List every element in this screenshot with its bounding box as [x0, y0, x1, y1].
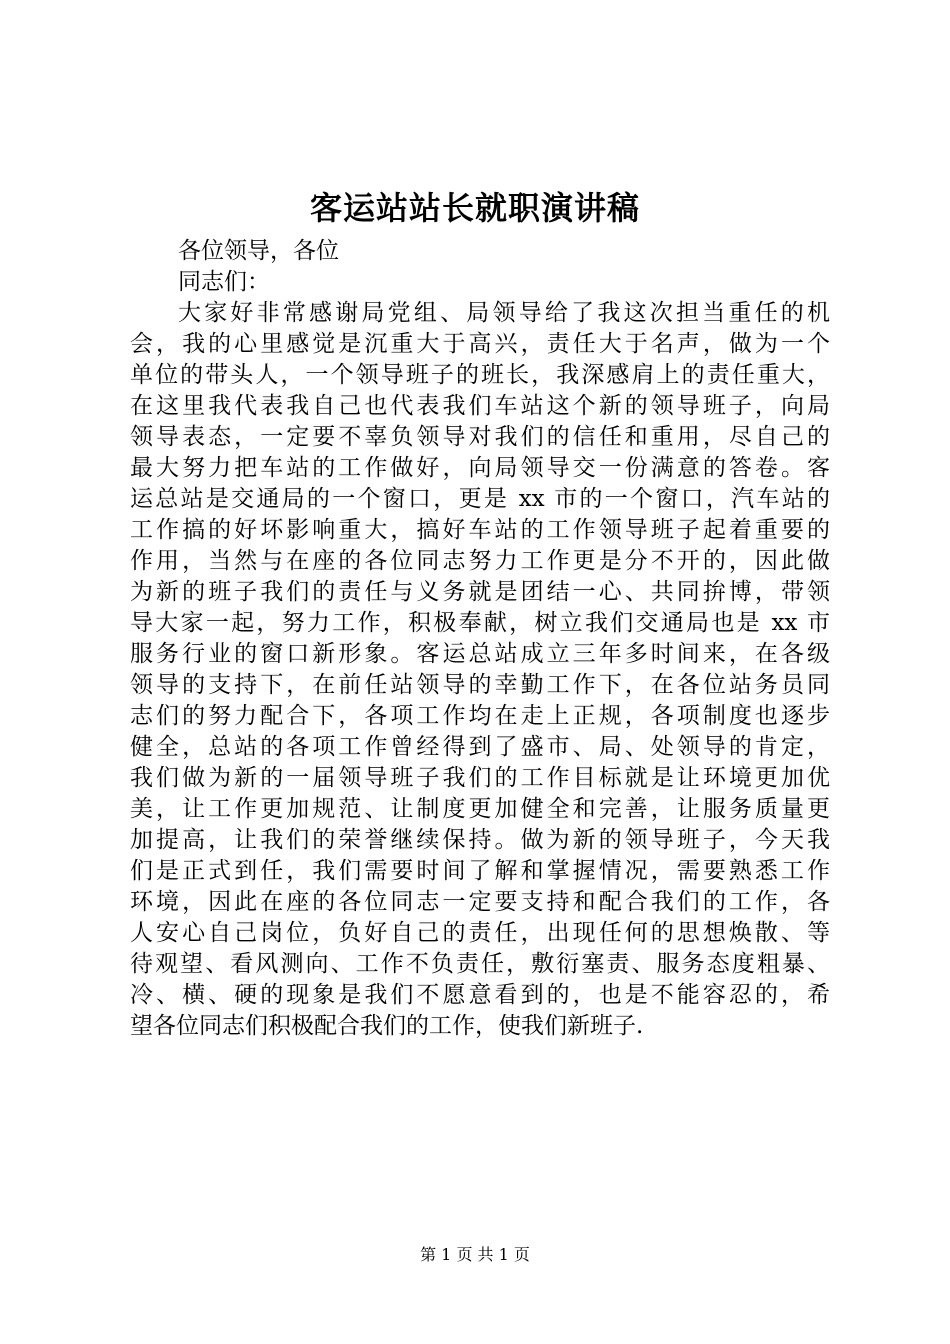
paragraph-line: 加提高，让我们的荣誉继续保持。做为新的领导班子，今天我	[130, 827, 830, 853]
salutation-line: 各位领导，各位	[178, 238, 339, 264]
salutation-line: 同志们：	[178, 269, 270, 295]
paragraph-line: 人安心自己岗位，负好自己的责任，出现任何的思想焕散、等	[130, 920, 830, 946]
paragraph-line: 服务行业的窗口新形象。客运总站成立三年多时间来，在各级	[130, 641, 830, 667]
paragraph-line: 望各位同志们积极配合我们的工作，使我们新班子.	[130, 1013, 644, 1039]
paragraph-line: 志们的努力配合下，各项工作均在走上正规，各项制度也逐步	[130, 703, 830, 729]
paragraph-line: 大家好非常感谢局党组、局领导给了我这次担当重任的机	[178, 300, 830, 326]
paragraph-line: 工作搞的好坏影响重大，搞好车站的工作领导班子起着重要的	[130, 517, 830, 543]
paragraph-line: 环境，因此在座的各位同志一定要支持和配合我们的工作，各	[130, 889, 830, 915]
paragraph-line: 运总站是交通局的一个窗口，更是 xx 市的一个窗口，汽车站的	[130, 486, 830, 512]
paragraph-line: 最大努力把车站的工作做好，向局领导交一份满意的答卷。客	[130, 455, 830, 481]
paragraph-line: 导大家一起，努力工作，积极奉献，树立我们交通局也是 xx 市	[130, 610, 830, 636]
paragraph-line: 待观望、看风测向、工作不负责任，敷衍塞责、服务态度粗暴、	[130, 951, 830, 977]
paragraph-line: 在这里我代表我自己也代表我们车站这个新的领导班子，向局	[130, 393, 830, 419]
page-number-footer: 第 1 页 共 1 页	[420, 1245, 530, 1264]
paragraph-line: 领导的支持下，在前任站领导的幸勤工作下，在各位站务员同	[130, 672, 830, 698]
paragraph-line: 为新的班子我们的责任与义务就是团结一心、共同拚博，带领	[130, 579, 830, 605]
paragraph-line: 冷、横、硬的现象是我们不愿意看到的，也是不能容忍的，希	[130, 982, 830, 1008]
document-title: 客运站站长就职演讲稿	[309, 189, 640, 227]
paragraph-line: 作用，当然与在座的各位同志努力工作更是分不开的，因此做	[130, 548, 830, 574]
paragraph-line: 单位的带头人，一个领导班子的班长，我深感肩上的责任重大，	[130, 362, 830, 388]
paragraph-line: 美，让工作更加规范、让制度更加健全和完善，让服务质量更	[130, 796, 830, 822]
paragraph-line: 我们做为新的一届领导班子我们的工作目标就是让环境更加优	[130, 765, 830, 791]
document-body	[130, 236, 830, 1042]
paragraph-line: 健全，总站的各项工作曾经得到了盛市、局、处领导的肯定，	[130, 734, 830, 760]
paragraph-line: 领导表态，一定要不辜负领导对我们的信任和重用，尽自己的	[130, 424, 830, 450]
paragraph-line: 们是正式到任，我们需要时间了解和掌握情况，需要熟悉工作	[130, 858, 830, 884]
paragraph-line: 会，我的心里感觉是沉重大于高兴，责任大于名声，做为一个	[130, 331, 830, 357]
